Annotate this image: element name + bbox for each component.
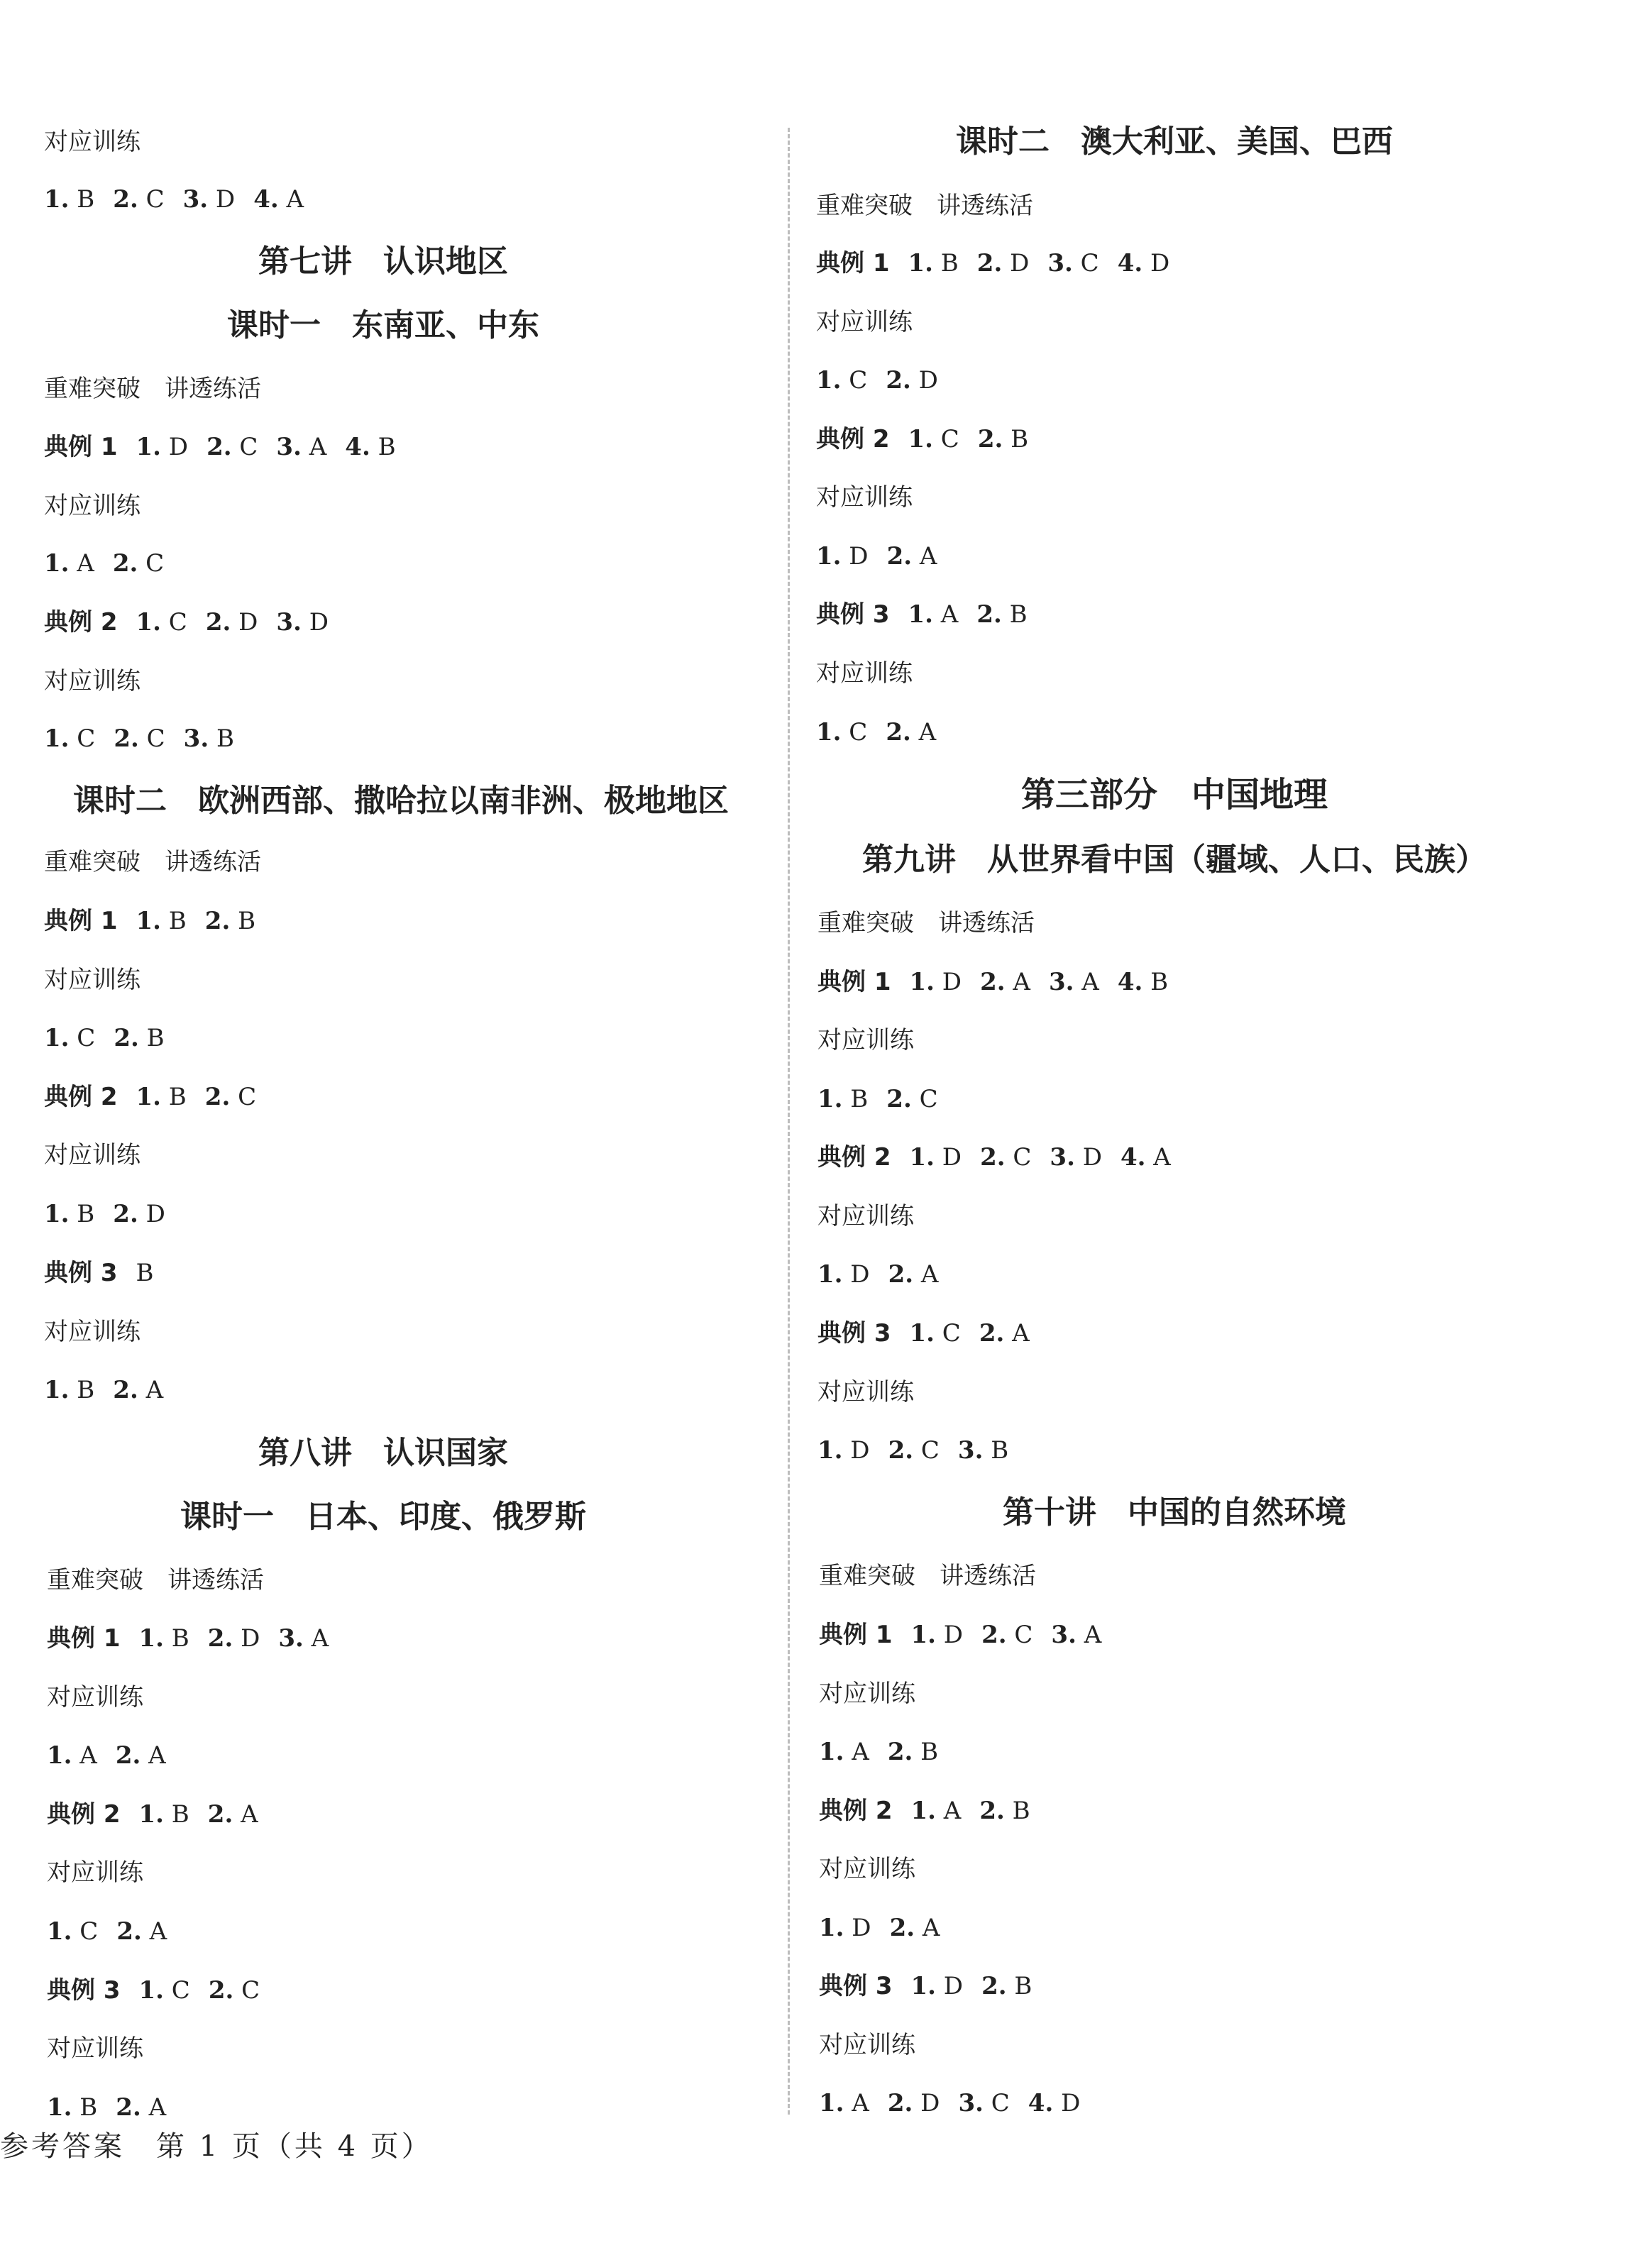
answer-item: 2. D (205, 608, 258, 636)
answer-line (44, 1370, 163, 1410)
example-answers (911, 1972, 1032, 2000)
example-line (816, 419, 1028, 459)
lesson-heading: 课时二 澳大利亚、美国、巴西 (956, 123, 1393, 160)
answer-item: 2. A (889, 1914, 940, 1942)
answer-item: 2. B (979, 1797, 1030, 1825)
lecture-heading: 第九讲 从世界看中国（疆域、人口、民族） (862, 842, 1487, 878)
answer-line (44, 1018, 165, 1058)
answer-item: 1. C (908, 425, 959, 453)
answer-item: 1. B (138, 1800, 189, 1829)
practice-label: 对应训练 (817, 1026, 914, 1054)
answer-item: 1. D (909, 1143, 962, 1172)
practice-label: 对应训练 (44, 1141, 141, 1169)
answer-line (47, 1912, 167, 1951)
example-answers (136, 1259, 154, 1287)
answer-item: 4. B (345, 433, 396, 461)
section-label: 重难突破 讲透练活 (44, 375, 261, 403)
lecture-heading: 第七讲 认识地区 (258, 243, 508, 280)
example-answers (910, 1143, 1171, 1172)
example-answers (136, 1083, 257, 1111)
answer-item: 1. B (44, 185, 95, 214)
example-answers (908, 425, 1029, 453)
example-label: 典例 2 (47, 1800, 121, 1829)
example-line (819, 1791, 1030, 1831)
answer-line (816, 536, 937, 576)
answer-item: 1. B (817, 1085, 869, 1113)
answer-item: 4. A (253, 185, 304, 214)
example-line (44, 1253, 154, 1293)
example-answers (136, 907, 256, 935)
example-line (44, 901, 255, 941)
answer-item: 1. D (817, 1260, 870, 1289)
answer-line (44, 719, 234, 759)
answer-item: 2. C (206, 433, 258, 461)
example-answers (139, 1800, 258, 1829)
practice-label: 对应训练 (44, 966, 141, 994)
example-label: 典例 3 (44, 1259, 118, 1287)
answer-item: 2. A (113, 1376, 164, 1404)
practice-label: 对应训练 (816, 308, 913, 336)
answer-item: 3. C (958, 2089, 1010, 2117)
practice-label: 对应训练 (817, 1378, 914, 1406)
example-answers (908, 249, 1170, 277)
answer-line (816, 712, 936, 752)
answer-item: 3. C (1047, 249, 1099, 277)
answer-item: 1. B (136, 1083, 187, 1111)
example-label: 典例 1 (819, 1621, 893, 1649)
answer-item: 4. B (1117, 968, 1169, 996)
answer-item: 2. A (116, 2093, 167, 2122)
example-line (47, 1971, 260, 2010)
answer-item: 2. B (887, 1738, 939, 1766)
page-footer: 参考答案 第 1 页（共 4 页） (0, 2130, 433, 2163)
answer-item: 1. B (44, 1200, 95, 1228)
answer-item: 1. A (819, 2089, 869, 2117)
practice-label: 对应训练 (47, 2034, 143, 2063)
answer-item: 2. C (113, 185, 165, 214)
answer-item: 2. C (886, 1085, 938, 1113)
example-answers (139, 1976, 260, 2005)
answer-item: 1. D (819, 1914, 871, 1942)
section-label: 重难突破 讲透练活 (47, 1566, 264, 1594)
answer-item: 2. A (888, 1260, 939, 1289)
example-line (817, 1137, 1171, 1177)
practice-label: 对应训练 (816, 483, 913, 512)
example-line (44, 602, 329, 642)
answer-line (47, 1736, 166, 1775)
practice-label: 对应训练 (816, 659, 913, 688)
example-line (819, 1615, 1101, 1655)
example-line (817, 1313, 1030, 1353)
answer-item: 1. A (910, 1797, 962, 1825)
example-label: 典例 1 (816, 249, 890, 277)
answer-item: 1. A (819, 1738, 869, 1766)
example-answers (136, 608, 329, 636)
example-line (816, 243, 1169, 283)
answer-item: 3. A (278, 1624, 329, 1653)
answer-item: 3. A (1051, 1621, 1102, 1649)
answer-item: 1. B (44, 1376, 95, 1404)
answer-item: 1. C (816, 718, 868, 746)
answer-line (44, 180, 304, 219)
example-line (816, 595, 1028, 634)
example-label: 典例 3 (816, 600, 890, 629)
example-label: 典例 3 (47, 1976, 121, 2005)
example-label: 典例 3 (819, 1972, 893, 2000)
answer-item: 4. A (1120, 1143, 1171, 1172)
practice-label: 对应训练 (819, 1680, 915, 1708)
answer-item: 1. B (138, 1624, 189, 1653)
answer-item: 2. B (977, 425, 1029, 453)
answer-item: 4. D (1028, 2089, 1081, 2117)
practice-label: 对应训练 (44, 1318, 141, 1346)
answer-line (817, 1079, 938, 1119)
answer-item: 4. D (1117, 249, 1170, 277)
answer-item: 2. A (980, 968, 1030, 996)
answer-line (819, 1908, 940, 1948)
answer-item: 1. D (817, 1436, 870, 1465)
answer-line (817, 1431, 1008, 1470)
answer-item: 3. A (1048, 968, 1099, 996)
answer-item: 3. B (957, 1436, 1009, 1465)
part-heading: 第三部分 中国地理 (1020, 775, 1328, 815)
lesson-heading: 课时一 东南亚、中东 (227, 307, 539, 343)
answer-item: 1. C (909, 1319, 961, 1348)
example-answers (139, 1624, 329, 1653)
example-line (44, 1077, 256, 1117)
example-line (819, 1966, 1032, 2006)
example-label: 典例 2 (819, 1797, 893, 1825)
answer-line (47, 2088, 166, 2127)
answer-item: 1. D (816, 542, 869, 571)
answer-item: 1. A (908, 600, 959, 629)
practice-label: 对应训练 (819, 2031, 915, 2059)
example-label: 典例 1 (47, 1624, 121, 1653)
answer-item: 2. A (886, 542, 937, 571)
answer-item: 3. D (276, 608, 329, 636)
answer-item: 2. B (204, 907, 256, 935)
answer-line (819, 1732, 938, 1772)
answer-item: 1. B (908, 249, 959, 277)
example-answers (911, 1797, 1030, 1825)
answer-item: 2. D (886, 366, 938, 395)
answer-item: 3. D (1050, 1143, 1102, 1172)
answer-item: 2. A (115, 1741, 166, 1770)
answer-item: 1. D (910, 1972, 964, 2000)
answer-item: 1. A (44, 549, 94, 578)
answer-item: 2. B (981, 1972, 1032, 2000)
answer-item: 1. C (138, 1976, 190, 2005)
answer-item: 2. A (886, 718, 937, 746)
example-label: 典例 2 (817, 1143, 891, 1172)
example-label: 典例 1 (817, 968, 891, 996)
example-label: 典例 3 (817, 1319, 891, 1348)
answer-item: 2. C (888, 1436, 940, 1465)
answer-line (44, 1194, 165, 1234)
example-line (817, 962, 1168, 1002)
lecture-heading: 第八讲 认识国家 (258, 1435, 508, 1471)
example-answers (908, 600, 1028, 629)
answer-item: 1. C (44, 724, 96, 753)
example-answers (911, 1621, 1102, 1649)
example-line (47, 1795, 258, 1834)
answer-item: 2. D (887, 2089, 940, 2117)
answer-item: 2. A (116, 1917, 167, 1946)
section-label: 重难突破 讲透练活 (817, 909, 1035, 937)
answer-item: 1. C (44, 1024, 96, 1052)
lecture-heading: 第十讲 中国的自然环境 (1003, 1494, 1346, 1531)
answer-item: 1. B (136, 907, 187, 935)
section-label: 重难突破 讲透练活 (819, 1562, 1036, 1590)
example-answers (910, 968, 1169, 996)
example-answers (910, 1319, 1030, 1348)
answer-item: 2. C (204, 1083, 257, 1111)
answer-item: 2. C (112, 549, 165, 578)
example-line (44, 427, 396, 467)
answer-item: 3. D (182, 185, 236, 214)
column-divider (788, 128, 790, 2115)
answer-item: 2. C (980, 1143, 1032, 1172)
practice-label: 对应训练 (817, 1202, 914, 1230)
section-label: 重难突破 讲透练活 (816, 192, 1033, 220)
example-label: 典例 1 (44, 433, 118, 461)
answer-item: 1. C (136, 608, 187, 636)
answer-item: 1. C (47, 1917, 99, 1946)
answer-item: 2. D (207, 1624, 260, 1653)
answer-item: 3. A (276, 433, 327, 461)
answer-item: 2. A (207, 1800, 258, 1829)
practice-label: 对应训练 (47, 1683, 143, 1712)
practice-label: 对应训练 (819, 1855, 915, 1883)
answer-item: 1. D (136, 433, 189, 461)
example-answers (136, 433, 396, 461)
example-label: 典例 2 (44, 1083, 118, 1111)
answer-item: 1. C (816, 366, 868, 395)
answer-item: 1. A (47, 1741, 97, 1770)
answer-line (819, 2083, 1080, 2123)
answer-item: 2. D (113, 1200, 165, 1228)
lesson-heading: 课时一 日本、印度、俄罗斯 (180, 1499, 586, 1535)
answer-item: 2. A (979, 1319, 1030, 1348)
section-label: 重难突破 讲透练活 (44, 848, 261, 876)
answer-item: 2. C (208, 1976, 260, 2005)
practice-label: 对应训练 (44, 667, 141, 695)
answer-item: 2. C (981, 1621, 1033, 1649)
example-line (47, 1619, 329, 1658)
practice-label: 对应训练 (44, 492, 141, 520)
answer-item: 3. B (183, 724, 234, 753)
answer-item: 1. D (909, 968, 962, 996)
answer-item: 1. D (910, 1621, 964, 1649)
answer-item: 2. C (114, 724, 165, 753)
practice-label: 对应训练 (47, 1858, 143, 1887)
answer-line (817, 1255, 938, 1294)
example-label: 典例 2 (44, 608, 118, 636)
answer-item: 1. B (47, 2093, 98, 2122)
lesson-heading: 课时二 欧洲西部、撒哈拉以南非洲、极地地区 (73, 783, 729, 819)
practice-label: 对应训练 (44, 128, 141, 156)
answer-item: 2. B (976, 600, 1028, 629)
example-label: 典例 1 (44, 907, 118, 935)
answer-item: B (136, 1259, 154, 1287)
answer-item: 2. B (114, 1024, 165, 1052)
example-label: 典例 2 (816, 425, 890, 453)
answer-line (816, 360, 938, 400)
answer-line (44, 544, 164, 583)
answer-item: 2. D (976, 249, 1030, 277)
